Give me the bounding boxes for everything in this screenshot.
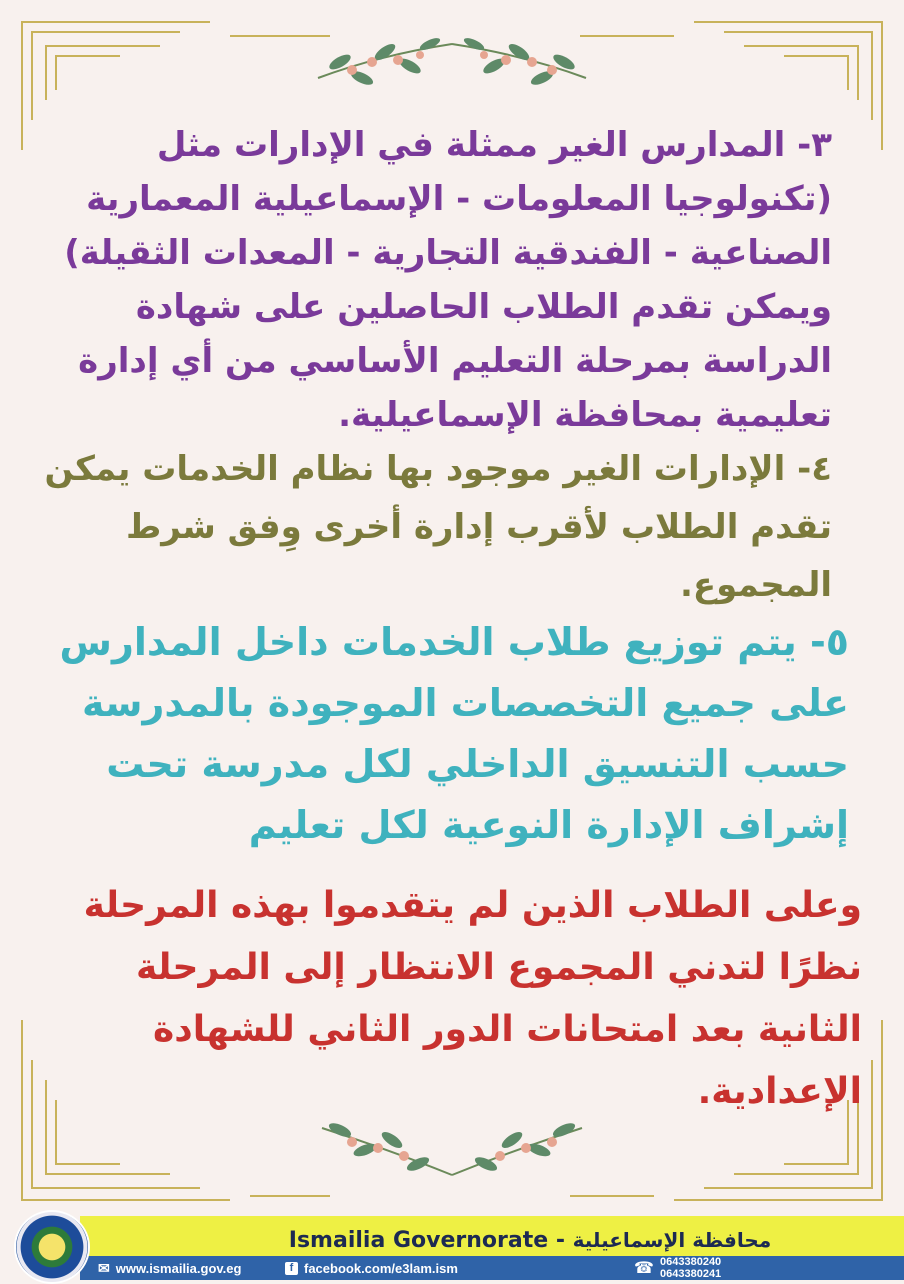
facebook-icon: f (285, 1262, 298, 1275)
p4-line-1: ٤- الإدارات الغير موجود بها نظام الخدمات يمكن (44, 449, 832, 489)
paragraph-notice (84, 875, 862, 1123)
p5-line-3: حسب التنسيق الداخلي لكل مدرسة تحت (106, 742, 849, 786)
website-link[interactable] (98, 1256, 241, 1280)
footer-title-en: Ismailia Governorate (288, 1228, 549, 1253)
p6-line-4: الإعدادية. (697, 1071, 862, 1112)
governorate-logo (14, 1210, 90, 1284)
facebook-text: facebook.com/e3lam.ism (304, 1260, 458, 1276)
footer-title-sep: - (548, 1228, 573, 1253)
phone-2: 0643380241 (660, 1268, 722, 1280)
p5-line-4: إشراف الإدارة النوعية لكل تعليم (248, 803, 849, 847)
footer-banner (0, 1210, 904, 1280)
p4-line-3: المجموع. (680, 565, 832, 605)
footer-title-bar (80, 1216, 904, 1256)
p5-line-2: على جميع التخصصات الموجودة بالمدرسة (82, 681, 849, 725)
paragraph-4 (44, 440, 832, 614)
footer-title (200, 1220, 860, 1260)
paragraph-5 (60, 612, 849, 856)
footer-title-ar: محافظة الإسماعيلية (572, 1228, 772, 1252)
mail-icon: ✉ (98, 1259, 110, 1276)
olive-branch-icon (318, 44, 586, 78)
p6-line-1: وعلى الطلاب الذين لم يتقدموا بهذه المرحلة (83, 885, 862, 926)
p3-line-1: ٣- المدارس الغير ممثلة في الإدارات مثل (156, 125, 832, 165)
phone-1: 0643380240 (660, 1256, 722, 1268)
p3-line-6: تعليمية بمحافظة الإسماعيلية. (338, 395, 832, 435)
p6-line-2: نظرًا لتدني المجموع الانتظار إلى المرحلة (136, 947, 862, 988)
p6-line-3: الثانية بعد امتحانات الدور الثاني للشهادة (152, 1009, 862, 1050)
p5-line-1: ٥- يتم توزيع طلاب الخدمات داخل المدارس (59, 620, 849, 664)
footer-contact-bar (80, 1256, 904, 1280)
phone-numbers (660, 1256, 721, 1280)
paragraph-3 (64, 118, 832, 442)
p3-line-5: الدراسة بمرحلة التعليم الأساسي من أي إدارة (78, 341, 832, 381)
p3-line-2: (تكنولوجيا المعلومات - الإسماعيلية المعمارية (86, 179, 832, 219)
phone-icon: ☎ (634, 1258, 654, 1277)
p3-line-4: ويمكن تقدم الطلاب الحاصلين على شهادة (135, 287, 832, 327)
website-text: www.ismailia.gov.eg (115, 1260, 242, 1276)
p4-line-2: تقدم الطلاب لأقرب إدارة أخرى وِفق شرط (125, 507, 832, 547)
p3-line-3: الصناعية - الفندقية التجارية - المعدات الثقيلة) (64, 233, 832, 273)
facebook-link[interactable] (285, 1256, 458, 1280)
